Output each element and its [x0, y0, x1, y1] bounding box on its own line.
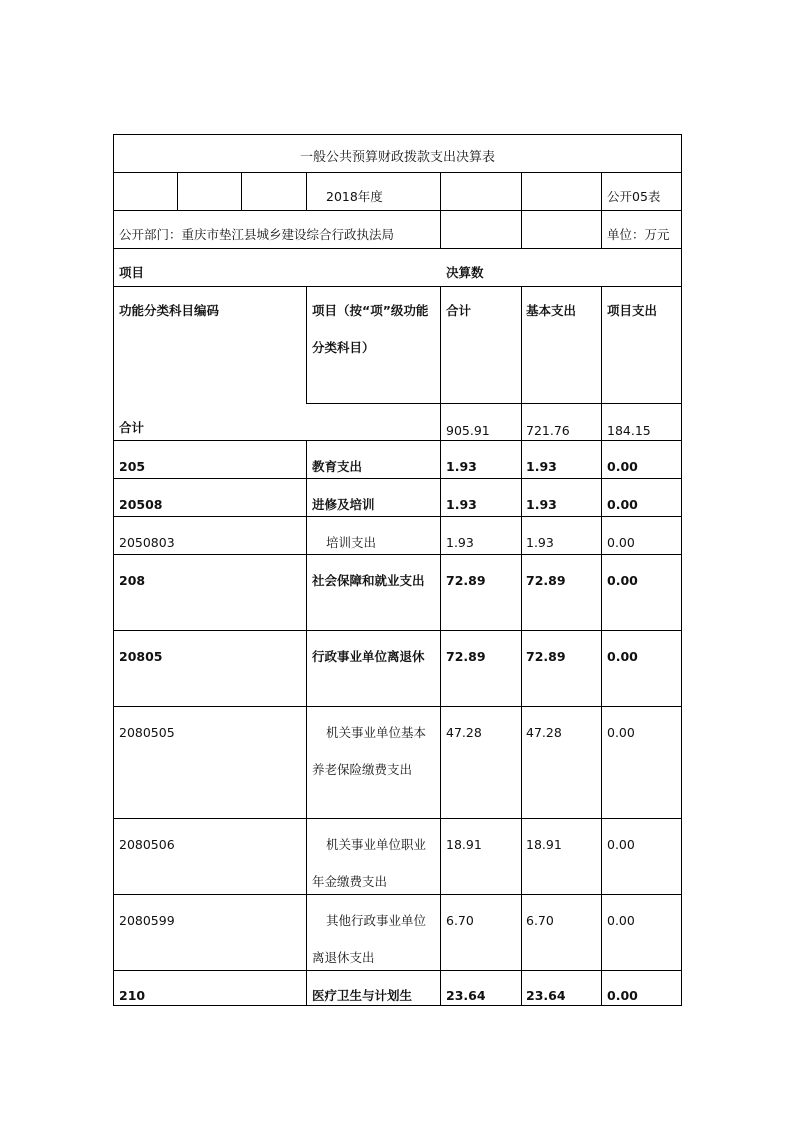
total-row-total: 905.91: [446, 423, 490, 438]
row-basic: 72.89: [526, 573, 566, 588]
total-row-basic: 721.76: [526, 423, 570, 438]
column-divider: [241, 172, 242, 210]
header-func-code: 功能分类科目编码: [119, 303, 220, 318]
row-code: 210: [119, 988, 146, 1003]
row-total: 1.93: [446, 497, 477, 512]
row-project: 0.00: [607, 913, 635, 928]
row-name: 进修及培训: [312, 497, 375, 512]
row-divider: [113, 286, 682, 287]
row-total: 72.89: [446, 573, 486, 588]
row-name: 机关事业单位职业年金缴费支出: [312, 837, 427, 889]
row-code: 205: [119, 459, 146, 474]
row-divider: [113, 554, 682, 555]
row-total: 23.64: [446, 988, 486, 1003]
row-divider: [113, 440, 682, 441]
row-divider: [113, 706, 682, 707]
row-name: 机关事业单位基本养老保险缴费支出: [312, 725, 427, 777]
column-divider: [521, 172, 522, 248]
row-code: 2050803: [119, 535, 175, 550]
column-divider: [306, 440, 307, 1006]
row-project: 0.00: [607, 988, 638, 1003]
row-divider: [113, 818, 682, 819]
column-divider: [601, 286, 602, 1006]
header-basic: 基本支出: [526, 303, 577, 318]
row-divider: [113, 478, 682, 479]
department-label: 公开部门：重庆市垫江县城乡建设综合行政执法局: [119, 227, 395, 242]
row-basic: 18.91: [526, 837, 562, 852]
column-divider: [306, 286, 307, 403]
row-project: 0.00: [607, 649, 638, 664]
table-number: 公开05表: [607, 189, 661, 204]
header-project: 项目支出: [607, 303, 658, 318]
year-label: 2018年度: [326, 189, 383, 204]
header-final-amount: 决算数: [446, 265, 484, 280]
header-total: 合计: [446, 303, 472, 318]
row-divider: [113, 516, 682, 517]
row-total: 47.28: [446, 725, 482, 740]
row-code: 208: [119, 573, 146, 588]
row-name: 行政事业单位离退休: [312, 649, 425, 664]
row-basic: 1.93: [526, 535, 554, 550]
row-divider: [113, 210, 682, 211]
column-divider: [306, 172, 307, 210]
budget-table: [113, 134, 682, 1006]
row-code: 2080599: [119, 913, 175, 928]
row-divider: [113, 630, 682, 631]
row-code: 2080505: [119, 725, 175, 740]
row-project: 0.00: [607, 459, 638, 474]
header-item: 项目: [119, 265, 145, 280]
table-border-top: [113, 134, 682, 135]
row-project: 0.00: [607, 497, 638, 512]
unit-label: 单位：万元: [607, 227, 670, 242]
table-border-right: [681, 134, 682, 1006]
row-name: 社会保障和就业支出: [312, 573, 425, 588]
row-divider: [306, 403, 682, 404]
column-divider: [440, 172, 441, 248]
row-project: 0.00: [607, 535, 635, 550]
row-name: 其他行政事业单位离退休支出: [312, 913, 427, 965]
row-name: 医疗卫生与计划生: [312, 988, 413, 1003]
row-basic: 23.64: [526, 988, 566, 1003]
row-divider: [113, 172, 682, 173]
row-total: 1.93: [446, 459, 477, 474]
total-row-project: 184.15: [607, 423, 651, 438]
header-item-name: 项目（按“项”级功能分类科目）: [312, 303, 429, 355]
row-basic: 47.28: [526, 725, 562, 740]
table-border-bottom: [113, 1005, 682, 1006]
row-basic: 6.70: [526, 913, 554, 928]
row-basic: 72.89: [526, 649, 566, 664]
row-code: 20508: [119, 497, 163, 512]
row-project: 0.00: [607, 837, 635, 852]
row-basic: 1.93: [526, 497, 557, 512]
row-name: 培训支出: [326, 535, 377, 550]
table-border-left: [113, 134, 114, 1006]
total-row-label: 合计: [119, 420, 145, 435]
row-total: 6.70: [446, 913, 474, 928]
row-total: 1.93: [446, 535, 474, 550]
row-total: 18.91: [446, 837, 482, 852]
row-project: 0.00: [607, 573, 638, 588]
row-total: 72.89: [446, 649, 486, 664]
column-divider: [177, 172, 178, 210]
column-divider: [601, 172, 602, 248]
column-divider: [521, 286, 522, 1006]
table-title: 一般公共预算财政拨款支出决算表: [299, 150, 495, 165]
row-basic: 1.93: [526, 459, 557, 474]
row-project: 0.00: [607, 725, 635, 740]
row-divider: [113, 248, 682, 249]
row-code: 2080506: [119, 837, 175, 852]
row-code: 20805: [119, 649, 163, 664]
column-divider: [440, 286, 441, 1006]
row-name: 教育支出: [312, 459, 363, 474]
